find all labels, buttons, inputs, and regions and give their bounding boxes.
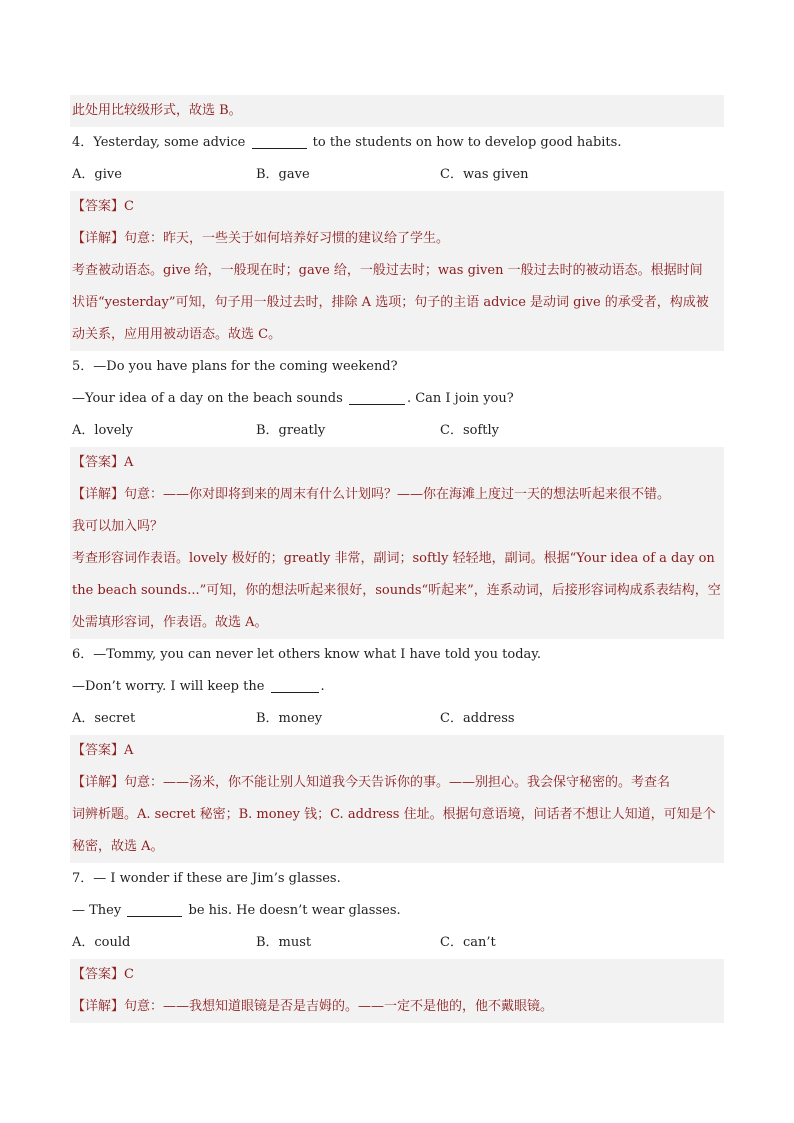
question-7-stem: 7．— I wonder if these are Jim’s glasses.: [72, 871, 341, 886]
detail-line: 词辨析题。A. secret 秘密；B. money 钱；C. address 住址。根据句意语境，问话者不想让人知道，可知是个: [70, 799, 724, 831]
detail-line: 动关系，应用用被动语态。故选 C。: [70, 319, 724, 351]
answer-line: 【答案】C: [70, 191, 724, 223]
question-7-options: [70, 927, 724, 959]
question-4-stem: 4．Yesterday, some advice to the students on how to develop good habits.: [70, 127, 724, 159]
detail-line: 考查形容词作表语。lovely 极好的；greatly 非常，副词；softly 轻轻地，副词。根据“Your idea of a day on: [70, 543, 724, 575]
option-a: A．secret: [72, 711, 136, 726]
option-a: A．could: [72, 935, 131, 950]
question-5-reply: —Your idea of a day on the beach sounds . Can I join you?: [70, 383, 724, 415]
answer-blank: [271, 676, 319, 693]
answer-line: 【答案】A: [70, 447, 724, 479]
explanation-line: 此处用比较级形式，故选 B。: [70, 95, 724, 127]
option-c: C．can’t: [440, 935, 496, 950]
question-5-stem: 5．—Do you have plans for the coming weekend?: [72, 359, 398, 374]
option-c: C．softly: [440, 423, 499, 438]
option-b: B．greatly: [256, 423, 326, 438]
detail-line: 【详解】句意：昨天，一些关于如何培养好习惯的建议给了学生。: [70, 223, 724, 255]
question-6-reply: —Don’t worry. I will keep the .: [70, 671, 724, 703]
detail-line: 状语“yesterday”可知，句子用一般过去时，排除 A 选项；句子的主语 advice 是动词 give 的承受者，构成被: [70, 287, 724, 319]
detail-line: 我可以加入吗？: [70, 511, 724, 543]
question-7-reply: — They be his. He doesn’t wear glasses.: [70, 895, 724, 927]
option-c: C．was given: [440, 167, 529, 182]
answer-blank: [252, 132, 307, 149]
option-a: A．give: [72, 167, 122, 182]
option-b: B．gave: [256, 167, 310, 182]
exercise-content: [70, 95, 724, 1023]
detail-line: 考查被动语态。give 给，一般现在时；gave 给，一般过去时；was given 一般过去时的被动语态。根据时间: [70, 255, 724, 287]
answer-line: 【答案】A: [70, 735, 724, 767]
question-6-stem: 6．—Tommy, you can never let others know what I have told you today.: [72, 647, 542, 662]
option-b: B．must: [256, 935, 312, 950]
question-5-options: [70, 415, 724, 447]
option-c: C．address: [440, 711, 515, 726]
option-a: A．lovely: [72, 423, 133, 438]
detail-line: 【详解】句意：——你对即将到来的周末有什么计划吗？——你在海滩上度过一天的想法听起来很不错。: [70, 479, 724, 511]
question-4-options: [70, 159, 724, 191]
detail-line: 处需填形容词，作表语。故选 A。: [70, 607, 724, 639]
detail-line: 秘密，故选 A。: [70, 831, 724, 863]
option-b: B．money: [256, 711, 323, 726]
answer-line: 【答案】C: [70, 959, 724, 991]
answer-blank: [127, 900, 182, 917]
answer-blank: [349, 388, 405, 405]
detail-line: 【详解】句意：——汤米，你不能让别人知道我今天告诉你的事。——别担心。我会保守秘密的。考查名: [70, 767, 724, 799]
detail-line: the beach sounds...”可知，你的想法听起来很好，sounds“听起来”，连系动词，后接形容词构成系表结构，空: [70, 575, 724, 607]
detail-line: 【详解】句意：——我想知道眼镜是否是吉姆的。——一定不是他的，他不戴眼镜。: [70, 991, 724, 1023]
question-6-options: [70, 703, 724, 735]
